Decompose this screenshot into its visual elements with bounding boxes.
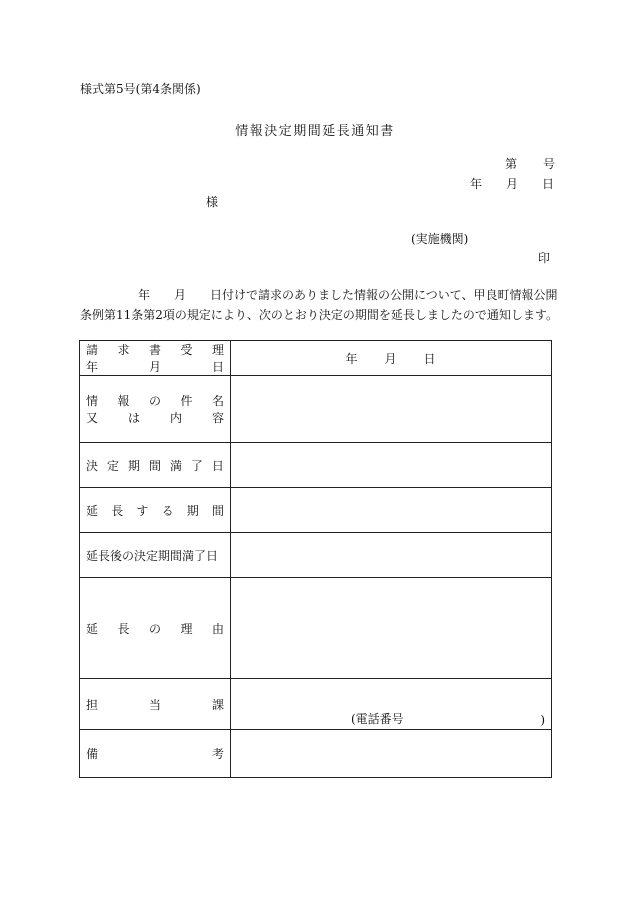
label-line: 延 長 の 理 由 (86, 621, 224, 636)
table-row (80, 533, 552, 578)
value-new-deadline (231, 533, 552, 578)
reference-go: 号 (543, 157, 556, 171)
label-remarks (80, 730, 231, 778)
label-line: 又 は 内 容 (86, 411, 224, 425)
table-row (80, 488, 552, 533)
reference-dai: 第 (505, 157, 518, 171)
table-row (80, 376, 552, 443)
notice-body (80, 285, 558, 325)
value-department (231, 679, 552, 730)
table-row (80, 578, 552, 679)
document-title: 情報決定期間延長通知書 (235, 124, 395, 139)
value-subject (231, 376, 552, 443)
table-row (80, 679, 552, 730)
label-reason (80, 578, 231, 679)
value-remarks (231, 730, 552, 778)
phone-field (231, 679, 551, 729)
form-number: 様式第5号(第4条関係) (80, 82, 201, 96)
issue-date (470, 175, 554, 192)
notice-table (79, 340, 552, 778)
table-row (80, 443, 552, 488)
label-line: 延長後の決定期間満了日 (86, 548, 219, 563)
agency-label: (実施機関) (411, 232, 469, 246)
addressee: 様 (206, 195, 219, 209)
value-reason (231, 578, 552, 679)
value-extension-period (231, 488, 552, 533)
label-department (80, 679, 231, 730)
table-row (80, 730, 552, 778)
value-deadline (231, 443, 552, 488)
label-line: 延 長 す る 期 間 (86, 503, 224, 518)
date-day: 日 (542, 177, 555, 191)
label-line: 情 報 の 件 名 (86, 394, 224, 408)
label-line: 決 定 期 間 満 了 日 (86, 458, 224, 473)
notice-body-line-1: 年 月 日付けで請求のありました情報の公開について、甲良町情報公開 (138, 288, 558, 302)
value-receipt-date: 年 月 日 (231, 341, 552, 376)
label-new-deadline (80, 533, 231, 578)
phone-close: ) (540, 713, 545, 727)
label-subject (80, 376, 231, 443)
label-line: 担 当 課 (86, 697, 224, 712)
label-extension-period (80, 488, 231, 533)
phone-label: (電話番号 (351, 712, 404, 726)
label-line: 備 考 (86, 747, 224, 761)
seal-label: 印 (538, 251, 551, 265)
table-row (80, 341, 552, 376)
label-line: 年 月 日 (86, 360, 224, 374)
label-receipt-date (80, 341, 231, 376)
label-deadline (80, 443, 231, 488)
notice-body-line-2: 条例第11条第2項の規定により、次のとおり決定の期間を延長しましたので通知します。 (80, 308, 558, 322)
label-line: 請 求 書 受 理 (86, 343, 224, 357)
date-year: 年 (470, 177, 483, 191)
date-month: 月 (506, 177, 519, 191)
reference-number (505, 155, 555, 172)
